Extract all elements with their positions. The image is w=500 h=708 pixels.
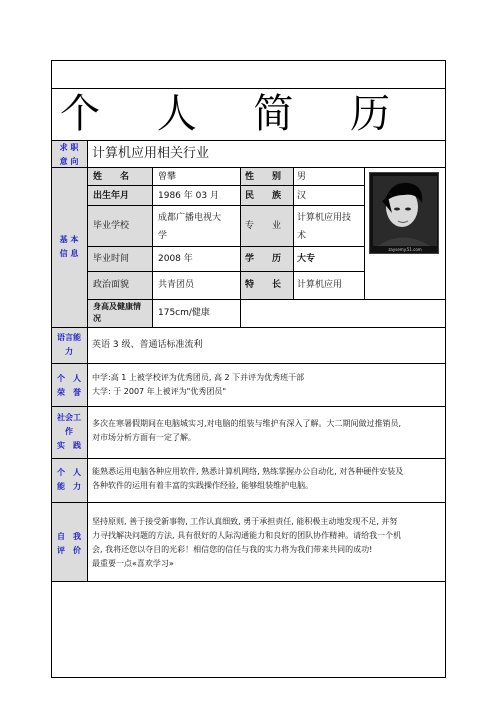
divider [51, 406, 446, 407]
self-eval-label: 自 我 评 价 [57, 532, 81, 555]
major-label: 专 业 [245, 221, 282, 231]
education-value: 大专 [297, 254, 316, 264]
divider [51, 363, 446, 364]
photo-caption: zaysemy.51.com [388, 247, 422, 252]
language-value: 英语 3 级、普通话标准流利 [92, 340, 203, 350]
honors-text: 中学:高 1 上被学校评为优秀团员, 高 2 下并评为优秀班干部 大学: 于 2007 年上被评为"优秀团员" [92, 373, 305, 396]
page-title: 个 人 简 历 [60, 91, 413, 137]
health-label: 身高及健康情 况 [93, 302, 141, 323]
self-eval-text: 坚持原则, 善于接受新事物, 工作认真细致, 勇于承担责任, 能积极主动地发现不足, 并努 力寻找解决问题的方法, 具有很好的人际沟通能力和良好的团队协作精神。请给我一个机 会, 我将还您以夺目的光彩！相信您的信任与我的实力将为我们带来共同的成功! 最重要一点«喜欢学习» [92, 517, 402, 568]
ability-text: 能熟悉运用电脑各种应用软件, 熟悉计算机网络, 熟练掌握办公自动化, 对各种硬件安装及 各种软件的运用有着丰富的实践操作经验, 能够组装维护电脑。 [92, 467, 404, 490]
ability-label: 个 人 能 力 [57, 468, 81, 491]
divider [51, 502, 446, 503]
political-label: 政治面貌 [93, 280, 130, 290]
divider [51, 140, 446, 141]
portrait-image [370, 173, 439, 254]
divider [152, 167, 153, 327]
divider [364, 167, 365, 299]
language-label: 语言能 力 [57, 333, 81, 356]
political-value: 共青团员 [158, 280, 195, 290]
divider [87, 246, 364, 247]
divider [87, 185, 364, 186]
ethnic-label: 民 族 [245, 191, 282, 201]
health-value: 175cm/健康 [158, 308, 210, 318]
basic-info-label: 基 本 信 息 [59, 235, 79, 258]
ethnic-value: 汉 [297, 191, 307, 201]
divider [240, 167, 241, 299]
specialty-label: 特 长 [245, 280, 282, 290]
birth-label: 出生年月 [93, 191, 130, 201]
divider [240, 299, 241, 327]
honors-label: 个 人 荣 誉 [57, 374, 81, 397]
name-value: 曾攀 [158, 172, 177, 182]
specialty-value: 计算机应用 [297, 280, 343, 290]
divider [87, 205, 364, 206]
grad-label: 毕业时间 [93, 254, 130, 264]
divider [87, 271, 364, 272]
divider [51, 327, 446, 328]
grad-value: 2008 年 [158, 254, 193, 264]
name-label: 姓 名 [93, 172, 130, 182]
practice-text: 多次在寒暑假期间在电脑城实习,对电脑的组装与维护有深入了解。大二期间做过推销员, 对市场分析方面有一定了解。 [92, 419, 402, 442]
divider [51, 458, 446, 459]
birth-value: 1986 年 03 月 [158, 191, 219, 201]
divider [87, 299, 446, 300]
practice-label: 社会工 作 实 践 [57, 413, 81, 450]
divider [293, 167, 294, 299]
gender-label: 性 别 [245, 172, 282, 182]
profile-photo [369, 172, 439, 254]
school-label: 毕业学校 [93, 221, 130, 231]
gender-value: 男 [297, 172, 307, 182]
divider [51, 88, 446, 89]
objective-label: 求 职 意 向 [59, 143, 79, 166]
school-value: 成都广播电视大 学 [158, 213, 222, 241]
education-label: 学 历 [245, 254, 282, 264]
divider [51, 581, 446, 582]
objective-value: 计算机应用相关行业 [92, 146, 210, 161]
major-value: 计算机应用技 术 [297, 213, 352, 241]
